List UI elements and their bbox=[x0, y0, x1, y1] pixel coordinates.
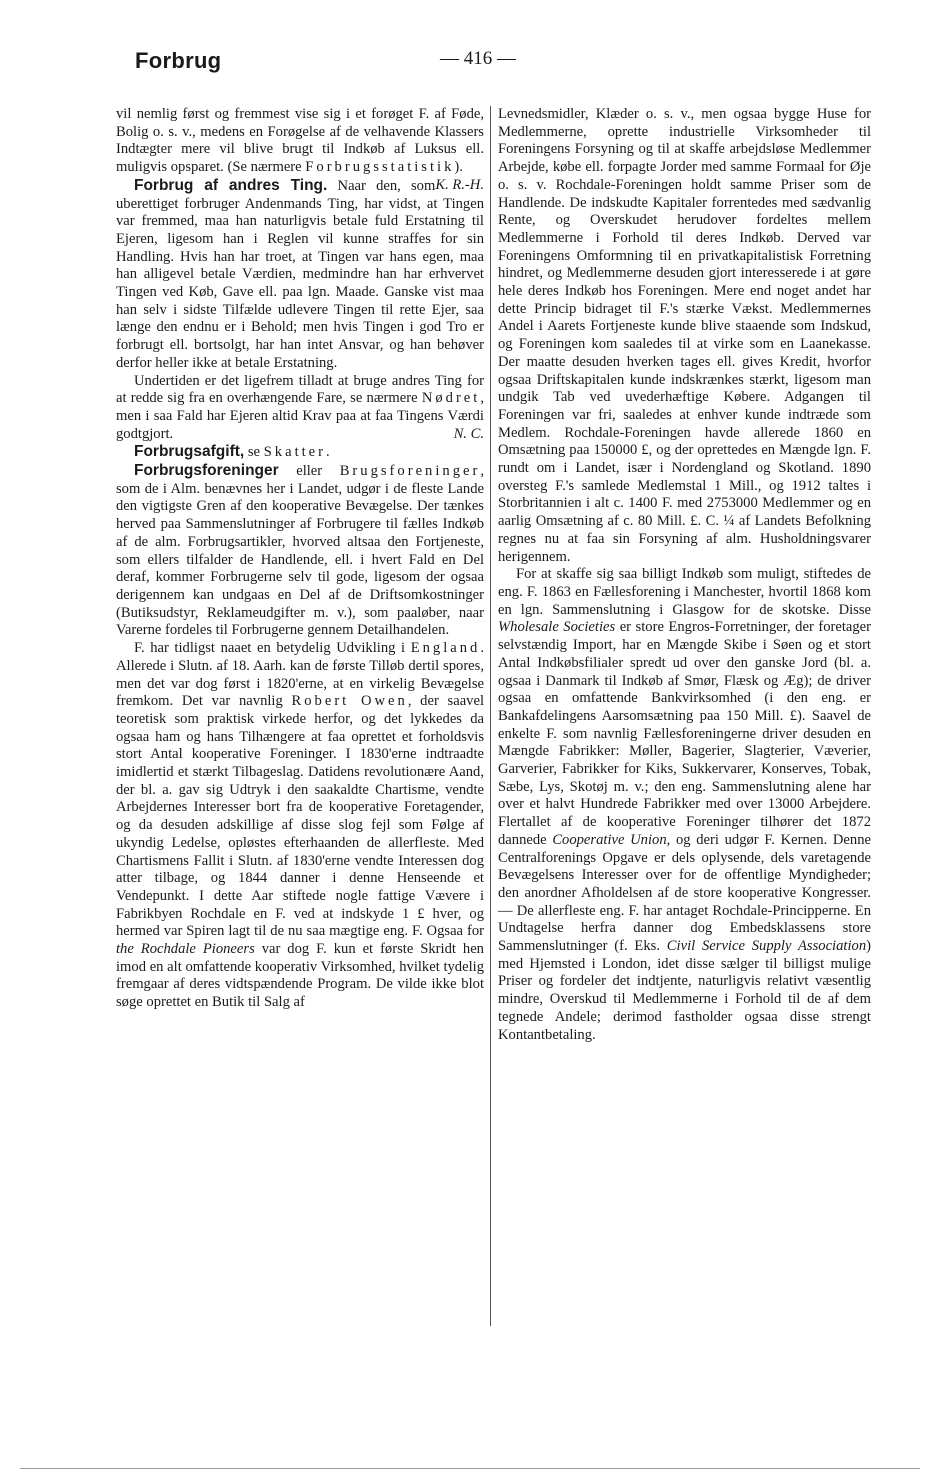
text-run: ) med Hjemsted i London, idet disse sælger til billigst mulige Priser og fordeler det indtjente, naturligvis relativt væsentlig mindre, Overskud til Medlemmerne i Forhold til de af dem tegnede Andele; derimod fastholder ogsaa disse strengt Kontantbetaling. bbox=[498, 938, 871, 1043]
left-column bbox=[116, 106, 484, 1012]
entry-paragraph bbox=[116, 443, 484, 462]
column-divider bbox=[490, 106, 491, 1326]
cross-reference: Brugsforeninger bbox=[339, 463, 481, 480]
page-header bbox=[0, 0, 936, 90]
italic-term: the Rochdale Pioneers bbox=[116, 941, 255, 958]
author-signature: K. R.-H. bbox=[435, 176, 484, 193]
cross-reference: Nødret bbox=[421, 390, 481, 407]
entry-term: Forbrugsforeninger bbox=[134, 462, 279, 480]
cross-reference: England bbox=[410, 640, 481, 657]
paragraph bbox=[116, 640, 484, 1012]
running-headword: Forbrug bbox=[135, 48, 222, 73]
italic-term: Cooperative Union bbox=[552, 831, 667, 848]
cross-reference: Forbrugsstatistik bbox=[305, 159, 455, 176]
entry-term: Forbrugsafgift, bbox=[134, 443, 245, 461]
scan-edge-line bbox=[20, 1468, 920, 1469]
right-column bbox=[498, 106, 871, 1044]
text-run: vil nemlig først og fremmest vise sig i et forøget F. af Føde, Bolig o. s. v., medens en Forøgelse af de velhavende Klassers Indtægter mere vil blive brugt til Indkøb af Luksus ell. muligvis opsparet. (Se nærmere bbox=[116, 106, 484, 176]
text-run: , der saavel teoretisk som praktisk virkede herfor, og det lykkedes da ogsaa ham og hans Tilhængere at faa oprettet et forholdsvis stort Antal kooperative Foreninger. I 1830'erne indtraadte imidlertid et stærkt Tilbageslag. Datidens revolutionære Aand, der bl. a. gav sig Udtryk i den saakaldte Chartisme, vendte Arbejdernes Interesser bort fra de kooperative Foretagender, og da desuden adskillige af disse slog fejl som Følge af ukyndig Ledelse, opløstes efterhaanden de allerfleste. Med Chartismens Fallit i Slutn. af 1830'erne vendte Interessen dog atter tilbage, og 1844 danner i denne Henseende et Vendepunkt. I dette Aar stiftede nogle fattige Vævere i Fabrikbyen Rochdale en F. ved at indskyde 1 £ hver, og hermed var Spiren lagt til de nu saa mægtige eng. F. Ogsaa for bbox=[116, 693, 484, 940]
paragraph bbox=[116, 373, 484, 444]
text-run: , og deri udgør F. Kernen. Denne Centralforenings Opgave er dels oplysende, dels varetagende Bevægelsens Interesser over for de offentlige Myndigheder; den anordner Afholdelsen af de store kooperative Kongresser. — De allerfleste eng. F. har antaget Rochdale-Principperne. En Undtagelse herfra danner dog Embedsklassens store Sammenslutninger (f. Eks. bbox=[498, 831, 871, 955]
text-run: , som de i Alm. benævnes her i Landet, udgør i de fleste Lande den vigtigste Gren af den kooperative Bevægelse. Der tænkes herved paa Sammenslutninger af Forbrugere til fælles Indkøb af de alm. Forbrugsartikler, hvorved altsaa den Fortjeneste, som ellers tilfalder de Handlende, ell. i hvert Fald en Del deraf, kommer Forbrugerne selv til gode, ligesom der ogsaa derigennem kan undgaas en Del af de Driftsomkostninger (Butiksudstyr, Reklameudgifter m. v.), som paaløber, naar Varerne fordeles til Forbrugerne gennem Detailhandelen. bbox=[116, 463, 484, 639]
author-signature: N. C. bbox=[453, 425, 484, 442]
text-run: F. har tidligst naaet en betydelig Udvikling i bbox=[134, 640, 411, 657]
text-run: . bbox=[326, 444, 330, 461]
paragraph bbox=[498, 566, 871, 1044]
text-run: . Allerede i Slutn. af 18. Aarh. kan de første Tilløb dertil spores, men det var dog først i 1820'erne, at en virkelig Bevægelse fremkom. Det var navnlig bbox=[116, 640, 484, 710]
entry-term: Forbrug af andres Ting. bbox=[134, 176, 328, 194]
text-run: ). bbox=[454, 159, 463, 176]
text-run: , men i saa Fald har Ejeren altid Krav paa at faa Tingens Værdi godtgjort. bbox=[116, 390, 484, 442]
text-run: Naar den, som uberettiget forbruger Andenmands Ting, har vidst, at Tingen var fremmed, maa han naturligvis betale fuld Erstatning til Ejeren, ligesom han i Reglen vil kunne straffes for sin Handling. Hvis han har troet, at Tingen var hans egen, maa han alligevel betale Værdien, medmindre han har erhvervet Tingen ved Køb, Gave ell. paa lgn. Maade. Ganske vist maa han selv i sidste Tilfælde udlevere Tingen til rette Ejer, saa længe den endnu er i Behold; men hvis Tingen i god Tro er forbrugt ell. bortsolgt, har han intet Ansvar, og han behøver derfor heller ikke at betale Erstatning. bbox=[116, 177, 484, 371]
entry-paragraph bbox=[116, 462, 484, 640]
text-run: For at skaffe sig saa billigt Indkøb som muligt, stiftedes de eng. F. 1863 en Fællesforening i Manchester, hvortil 1868 kom en lgn. Sammenslutning i Glasgow for de skotske. Disse bbox=[498, 566, 871, 618]
text-run: Undertiden er det ligefrem tilladt at bruge andres Ting for at redde sig fra en overhængende Fare, se nærmere bbox=[116, 372, 484, 407]
page-number: — 416 — bbox=[440, 48, 516, 69]
person-name: Robert Owen bbox=[291, 693, 408, 710]
entry-paragraph bbox=[116, 177, 484, 373]
paragraph: Levnedsmidler, Klæder o. s. v., men ogsaa bygge Huse for Medlemmerne, oprette industrielle Virksomheder til Foreningens Forsyning og til at skaffe arbejdsløse Medlemmer Arbejde, købe ell. forpagte Jorder med samme Formaal for Øje o. s. v. Rochdale-Foreningen holdt samme Priser som de Handlende. De indskudte Kapitaler forrentedes med sædvanlig Rente, og Overskudet herudover fordeltes mellem Medlemmerne i Forhold til deres Indkøb. Derved var Foreningens Omformning til en privatkapitalistisk Forretning hindret, og Medlemmerne desuden gjort interesserede i at gøre hele deres Indkøb hos Foreningen. Mere end noget andet har dette Princip bidraget til F.'s stærke Vækst. Medlemmernes Andel i Aarets Fortjeneste kunde blive staaende som Indskud, og Foreningen kom saaledes til at virke som en Laanekasse. Der maatte desuden hverken tages ell. gives Kredit, hvorfor ogsaa Driftskapitalen kunde indskrænkes stærkt, ligesom man undgik Tab ved uvederhæftige Købere. Adgangen til Foreningen var fri, saaledes at enhver kunde indtræde som Medlem. Rochdale-Foreningen havde allerede 1860 en Omsætning paa 150000 £, og der oprettedes en Mængde lgn. F. rundt om i Landet, især i Nordengland og Skotland. 1890 oversteg F.'s samlede Medlemstal 1 Mill., og 1912 taltes i Storbritannien i alt c. 1400 F. med 2753000 Medlemmer og en aarlig Omsætning af c. 80 Mill. £. C. ¼ af Landets Befolkning regnes nu at faa sin Forsyning af alm. Husholdningsvarer herigennem. bbox=[498, 106, 871, 565]
italic-term: Wholesale Societies bbox=[498, 619, 616, 636]
cross-reference: Skatter bbox=[263, 444, 327, 461]
italic-term: Civil Service Supply Association bbox=[666, 938, 867, 955]
text-run: se bbox=[244, 444, 264, 461]
text-run: var dog F. kun et første Skridt hen imod en alt omfattende kooperativ Virksomhed, hvilket tydelig fremgaar af deres vidtspændende Program. De vilde ikke blot søge oprettet en Butik til Salg af bbox=[116, 941, 484, 1011]
text-run: er store Engros-Forretninger, der foretager selvstændig Import, har en Mængde Skibe i Søen og et stort Antal Indkøbsfilialer spredt ud over den ganske Jord (bl. a. ogsaa i Danmark til Indkøb af Smør, Flæsk og Æg); de driver ogsaa en omfattende Bankvirksomhed (i den eng. er Bankafdelingens Aarsomsætning paa 150 Mill. £). Saavel de enkelte F. som navnlig Fællesforeningerne driver desuden en Mængde Fabrikker: Møller, Bagerier, Slagterier, Væverier, Garverier, Fabrikker for Kiks, Sukkervarer, Konserves, Tobak, Sæbe, Lys, Skotøj m. v.; den eng. Sammenslutning alene har over et halvt Hundrede Fabrikker med over 13000 Arbejdere. Flertallet af de kooperative Foreninger tilhører det 1872 dannede bbox=[498, 619, 871, 848]
text-run: eller bbox=[278, 463, 340, 480]
